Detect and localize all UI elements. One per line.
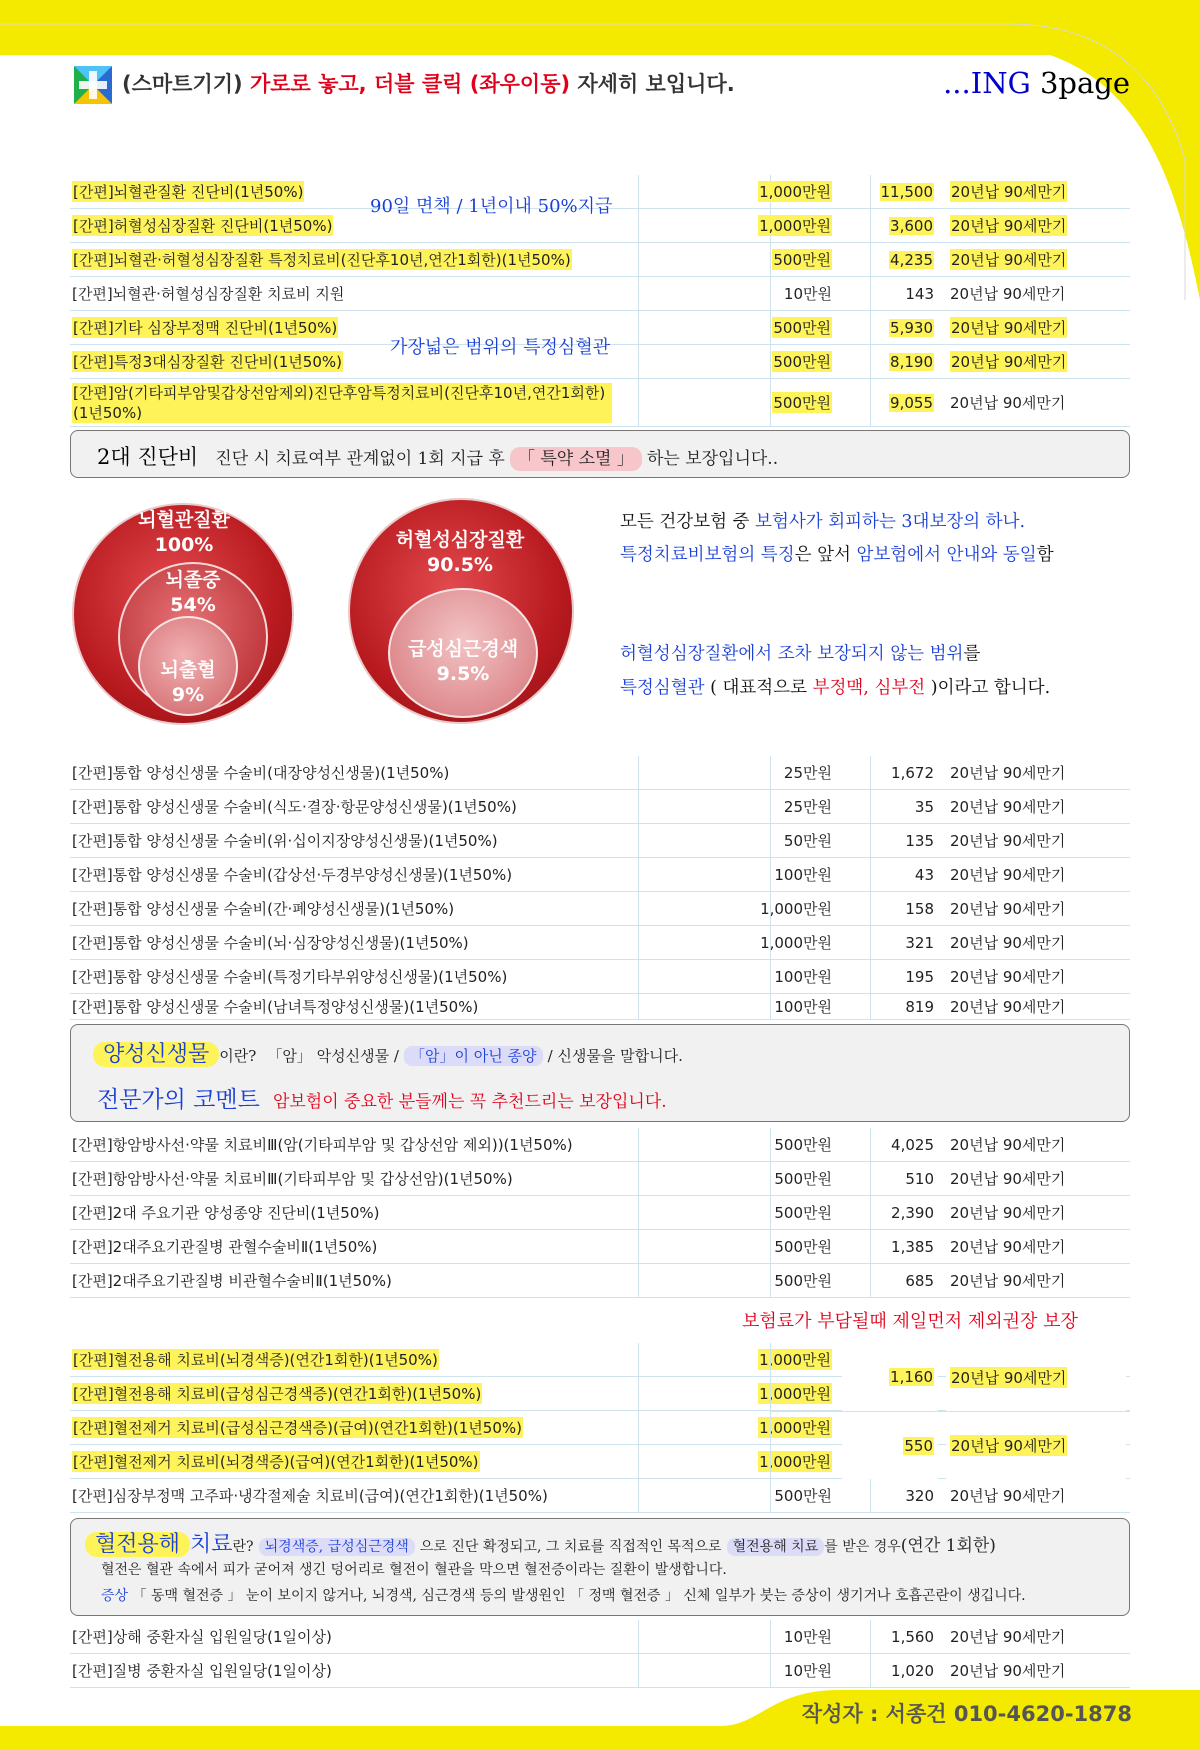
row-term: 20년납 90세만기	[950, 285, 1066, 303]
side-line-2	[620, 541, 1054, 566]
side-text: 암보험에서	[856, 545, 942, 565]
row-term: 20년납 90세만기	[950, 1662, 1066, 1680]
box3-title: 혈전용해	[85, 1532, 190, 1557]
coverage-table-anticancer	[70, 1128, 1130, 1298]
row-term: 20년납 90세만기	[950, 900, 1066, 918]
page-indicator	[905, 66, 1130, 100]
table-row	[70, 824, 1130, 858]
table-row	[70, 1654, 1130, 1688]
row-name: [간편]통합 양성신생물 수술비(특정기타부위양성신생물)(1년50%)	[72, 968, 508, 986]
row-amount: 100만원	[774, 968, 832, 986]
row-name: [간편]통합 양성신생물 수술비(대장양성신생물)(1년50%)	[72, 764, 450, 782]
row-premium: 3,600	[890, 216, 933, 235]
row-premium: 321	[905, 933, 934, 952]
row-amount: 100만원	[774, 998, 832, 1016]
row-name: [간편]항암방사선·약물 치료비Ⅲ(암(기타피부암 및 갑상선암 제외))(1년50%)	[72, 1136, 573, 1154]
header-pre: (스마트기기)	[122, 72, 243, 96]
box3-symptom-label: 증상	[101, 1588, 129, 1604]
row-amount: 500만원	[774, 1170, 832, 1188]
box3-title-suffix: 치료	[190, 1532, 233, 1557]
side-line-4	[620, 674, 1050, 699]
author-contact: 작성자 : 서종건 010-4620-1878	[801, 1702, 1132, 1726]
side-text: 모든 건강보험 중	[620, 512, 750, 532]
row-premium: 4,025	[891, 1135, 934, 1154]
header-red: 가로로 놓고, 더블 클릭 (좌우이동)	[249, 72, 571, 96]
header-post: 자세히 보입니다.	[577, 72, 735, 96]
row-name: [간편]심장부정맥 고주파·냉각절제술 치료비(급여)(연간1회한)(1년50%)	[72, 1487, 548, 1505]
box3-text: 란?	[232, 1539, 254, 1555]
row-premium: 1,160	[890, 1368, 933, 1386]
row-premium: 135	[905, 831, 934, 850]
row-amount: 1,000만원	[759, 1419, 831, 1437]
row-premium: 195	[905, 967, 934, 986]
row-term: 20년납 90세만기	[951, 183, 1067, 201]
side-text: 은 앞서	[794, 545, 851, 565]
row-term: 20년납 90세만기	[950, 1136, 1066, 1154]
circle-left-inner-label	[118, 658, 258, 708]
row-name: [간편]통합 양성신생물 수술비(뇌·심장양성신생물)(1년50%)	[72, 934, 469, 952]
row-term: 20년납 90세만기	[950, 934, 1066, 952]
side-text: 보험사가 회피하는 3대보장의 하나.	[755, 512, 1026, 532]
row-name: [간편]2대주요기관질병 비관혈수술비Ⅱ(1년50%)	[72, 1272, 392, 1290]
coverage-circle-diagram	[70, 500, 610, 725]
row-premium: 9,055	[890, 393, 933, 412]
row-term: 20년납 90세만기	[950, 1238, 1066, 1256]
row-term: 20년납 90세만기	[950, 1204, 1066, 1222]
row-name: [간편]기타 심장부정맥 진단비(1년50%)	[73, 319, 338, 337]
table-row	[70, 1479, 1130, 1513]
row-term: 20년납 90세만기	[950, 764, 1066, 782]
row-term: 20년납 90세만기	[950, 968, 1066, 986]
pct-text: 9%	[171, 684, 205, 706]
side-text: 허혈성심장질환에서 조차 보장되지 않는 범위	[620, 644, 964, 664]
row-term: 20년납 90세만기	[951, 1368, 1067, 1387]
row-premium: 685	[905, 1271, 934, 1290]
row-premium: 320	[905, 1486, 934, 1505]
side-text: 특정심혈관	[620, 678, 705, 698]
row-amount: 10만원	[783, 1628, 832, 1646]
side-text: 특정치료비보험의 특징	[620, 545, 795, 565]
box3-text: 혈전용해 치료	[727, 1538, 825, 1556]
row-amount: 500만원	[773, 319, 831, 337]
row-amount: 100만원	[774, 866, 832, 884]
row-amount: 1,000만원	[759, 217, 831, 235]
box3-text: 으로 진단 확정되고, 그 치료를 직접적인 목적으로	[419, 1539, 722, 1555]
box3-line2: 혈전은 혈관 속에서 피가 굳어져 생긴 덩어리로 혈전이 혈관을 막으면 혈전증이라는 질환이 발생합니다.	[101, 1562, 727, 1578]
row-amount: 500만원	[773, 251, 831, 269]
row-name: [간편]암(기타피부암및갑상선암제외)진단후암특정치료비(진단후10년,연간1회한)(1년50%)	[72, 383, 612, 423]
side-text: 부정맥, 심부전	[812, 678, 926, 698]
label-text: 뇌출혈	[160, 659, 216, 681]
row-name: [간편]통합 양성신생물 수술비(남녀특정양성신생물)(1년50%)	[72, 998, 479, 1016]
row-term: 20년납 90세만기	[950, 1487, 1066, 1505]
box2-expert-label: 전문가의 코멘트	[97, 1087, 260, 1113]
row-term: 20년납 90세만기	[950, 832, 1066, 850]
side-text: )이라고 합니다.	[930, 678, 1051, 698]
label-text: 뇌혈관질환	[138, 509, 230, 531]
row-term: 20년납 90세만기	[951, 353, 1067, 371]
row-name: [간편]상해 중환자실 입원일당(1일이상)	[72, 1628, 332, 1646]
row-amount: 500만원	[773, 353, 831, 371]
row-name: [간편]특정3대심장질환 진단비(1년50%)	[73, 353, 342, 371]
row-name: [간편]통합 양성신생물 수술비(식도·결장·항문양성신생물)(1년50%)	[72, 798, 517, 816]
row-amount: 10만원	[783, 1662, 832, 1680]
label-text: 뇌졸중	[165, 569, 221, 591]
row-premium: 43	[914, 865, 934, 884]
coverage-table-icu	[70, 1620, 1130, 1688]
table-row	[70, 858, 1130, 892]
header-instruction	[122, 68, 735, 98]
row-name: [간편]혈전제거 치료비(뇌경색증)(급여)(연간1회한)(1년50%)	[73, 1453, 479, 1471]
row-amount: 500만원	[774, 1238, 832, 1256]
row-premium: 8,190	[890, 352, 933, 371]
side-text: 를	[963, 644, 981, 664]
box2-text: 「암」 악성신생물 /	[267, 1047, 399, 1065]
table-row	[70, 1162, 1130, 1196]
row-name: [간편]통합 양성신생물 수술비(갑상선·두경부양성신생물)(1년50%)	[72, 866, 513, 884]
row-premium: 143	[905, 284, 934, 303]
row-term: 20년납 90세만기	[950, 998, 1066, 1016]
colorful-cross-logo-icon	[74, 66, 112, 104]
row-name: [간편]2대 주요기관 양성종양 진단비(1년50%)	[72, 1204, 380, 1222]
group2-term-cell	[946, 1412, 1126, 1479]
row-amount: 50만원	[783, 832, 832, 850]
row-name: [간편]질병 중환자실 입원일당(1일이상)	[72, 1662, 332, 1680]
row-name: [간편]혈전용해 치료비(급성심근경색증)(연간1회한)(1년50%)	[73, 1385, 482, 1403]
row-premium: 550	[904, 1436, 933, 1455]
circle-left-outer-label	[114, 508, 254, 558]
row-term: 20년납 90세만기	[950, 866, 1066, 884]
table-row	[70, 277, 1130, 311]
coverage-table-thrombolysis	[70, 1343, 1130, 1513]
note-broadest-range: 가장넓은 범위의 특정심혈관	[390, 337, 611, 358]
row-amount: 25만원	[783, 798, 832, 816]
row-premium: 11,500	[880, 182, 933, 201]
pct-text: 54%	[170, 594, 216, 616]
row-premium: 2,390	[891, 1203, 934, 1222]
circle-right-outer-label	[390, 528, 530, 578]
group1-premium-cell	[842, 1343, 938, 1411]
row-name: [간편]혈전용해 치료비(뇌경색증)(연간1회한)(1년50%)	[73, 1351, 438, 1369]
row-name: [간편]통합 양성신생물 수술비(간·폐양성신생물)(1년50%)	[72, 900, 455, 918]
note-exclude-first: 보험료가 부담될때 제일먼저 제외권장 보장	[742, 1311, 1078, 1332]
table-row	[70, 756, 1130, 790]
row-term: 20년납 90세만기	[950, 1272, 1066, 1290]
row-amount: 1,000만원	[760, 900, 832, 918]
table-row	[70, 994, 1130, 1020]
table-row	[70, 1128, 1130, 1162]
row-term: 20년납 90세만기	[950, 1170, 1066, 1188]
row-premium: 1,020	[891, 1661, 934, 1680]
label-text: 허혈성심장질환	[395, 529, 525, 551]
row-amount: 500만원	[774, 1487, 832, 1505]
row-amount: 500만원	[774, 1136, 832, 1154]
page-indicator-ing: ...ING	[943, 66, 1031, 100]
info-box-two-diagnosis	[70, 430, 1130, 478]
row-premium: 158	[905, 899, 934, 918]
label-text: 급성심근경색	[407, 638, 519, 660]
box2-text: / 신생물을 말합니다.	[547, 1047, 683, 1065]
pct-text: 100%	[154, 534, 214, 556]
row-premium: 35	[914, 797, 934, 816]
box2-comment: 암보험이 중요한 분들께는 꼭 추천드리는 보장입니다.	[272, 1092, 667, 1112]
row-amount: 1,000만원	[759, 1351, 831, 1369]
table-row	[70, 1264, 1130, 1298]
row-name: [간편]뇌혈관·허혈성심장질환 치료비 지원	[72, 285, 345, 303]
group1-term-cell	[946, 1343, 1126, 1411]
box1-text-b: 하는 보장입니다..	[646, 449, 779, 469]
table-row	[70, 926, 1130, 960]
row-premium: 1,560	[891, 1627, 934, 1646]
row-premium: 4,235	[890, 250, 933, 269]
circle-right-inner-label	[393, 637, 533, 687]
row-term: 20년납 90세만기	[950, 394, 1066, 412]
table-row	[70, 960, 1130, 994]
box1-title: 2대 진단비	[97, 445, 199, 469]
row-amount: 25만원	[783, 764, 832, 782]
side-text: ( 대표적으로	[710, 678, 808, 698]
table-row	[70, 892, 1130, 926]
side-text: 안내와	[946, 545, 998, 565]
page-indicator-number: 3page	[1039, 66, 1130, 100]
info-box-thrombolysis	[70, 1518, 1130, 1616]
row-premium: 1,672	[891, 763, 934, 782]
row-amount: 1,000만원	[759, 183, 831, 201]
table-row	[70, 1620, 1130, 1654]
row-premium: 5,930	[890, 318, 933, 337]
row-term: 20년납 90세만기	[951, 1437, 1067, 1455]
row-term: 20년납 90세만기	[950, 798, 1066, 816]
coverage-table-benign-neoplasm	[70, 756, 1130, 1020]
row-name: [간편]뇌혈관·허혈성심장질환 특정치료비(진단후10년,연간1회한)(1년50%)	[73, 251, 571, 269]
row-premium: 1,385	[891, 1237, 934, 1256]
box2-text: 이란?	[219, 1047, 257, 1065]
box3-text: 「 동맥 혈전증 」 눈이 보이지 않거나, 뇌경색, 심근경색 등의 발생원인 「 정맥 혈전증 」 신체 일부가 붓는 증상이 생기거나 호흡곤란이 생깁니다.	[132, 1588, 1026, 1604]
box2-title: 양성신생물	[93, 1042, 219, 1067]
row-amount: 1,000만원	[760, 934, 832, 952]
row-term: 20년납 90세만기	[951, 319, 1067, 337]
row-name: [간편]허혈성심장질환 진단비(1년50%)	[73, 217, 333, 235]
row-term: 20년납 90세만기	[950, 1628, 1066, 1646]
side-line-1	[620, 508, 1025, 533]
side-text: 함	[1036, 545, 1054, 565]
box2-text: 「암」이 아닌 종양	[404, 1046, 542, 1066]
table-row	[70, 1230, 1130, 1264]
row-term: 20년납 90세만기	[951, 217, 1067, 235]
row-name: [간편]혈전제거 치료비(급성심근경색증)(급여)(연간1회한)(1년50%)	[73, 1419, 522, 1437]
pct-text: 9.5%	[436, 663, 490, 685]
box3-text: 뇌경색증, 급성심근경색	[259, 1538, 415, 1556]
box1-pill: 「 특약 소멸 」	[510, 447, 642, 471]
row-amount: 1,000만원	[759, 1453, 831, 1471]
info-box-benign-neoplasm	[70, 1024, 1130, 1122]
table-row	[70, 243, 1130, 277]
side-line-3	[620, 640, 980, 665]
table-row	[70, 1196, 1130, 1230]
table-row	[70, 379, 1130, 427]
side-text: 동일	[1002, 545, 1037, 565]
row-amount: 500만원	[774, 1204, 832, 1222]
row-term: 20년납 90세만기	[951, 251, 1067, 269]
row-name: [간편]통합 양성신생물 수술비(위·십이지장양성신생물)(1년50%)	[72, 832, 498, 850]
box1-text-a: 진단 시 치료여부 관계없이 1회 지급 후	[215, 449, 505, 469]
group2-premium-cell	[842, 1412, 938, 1479]
row-premium: 819	[905, 997, 934, 1016]
box3-text: (연간 1회한)	[900, 1536, 996, 1556]
note-exemption: 90일 면책 / 1년이내 50%지급	[370, 196, 613, 217]
row-amount: 1,000만원	[759, 1385, 831, 1403]
row-name: [간편]항암방사선·약물 치료비Ⅲ(기타피부암 및 갑상선암)(1년50%)	[72, 1170, 513, 1188]
circle-left-mid-label	[123, 568, 263, 618]
row-amount: 10만원	[783, 285, 832, 303]
row-amount: 500만원	[774, 1272, 832, 1290]
row-name: [간편]2대주요기관질병 관혈수술비Ⅱ(1년50%)	[72, 1238, 378, 1256]
table-row	[70, 790, 1130, 824]
box3-text: 를 받은 경우	[824, 1539, 901, 1555]
row-premium: 510	[905, 1169, 934, 1188]
row-amount: 500만원	[773, 394, 831, 412]
row-name: [간편]뇌혈관질환 진단비(1년50%)	[73, 183, 304, 201]
box3-line3	[101, 1585, 1026, 1605]
pct-text: 90.5%	[427, 554, 493, 576]
